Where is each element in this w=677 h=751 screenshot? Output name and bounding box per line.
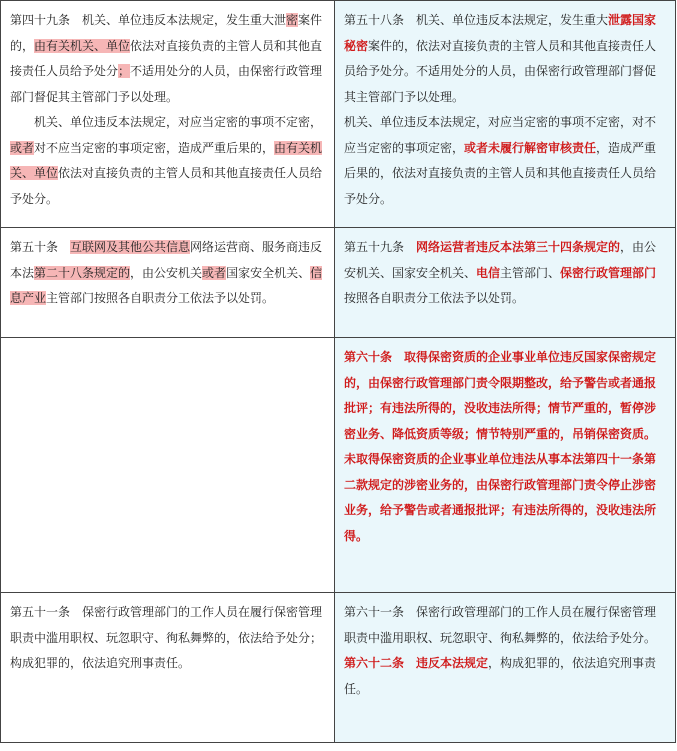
added-text: 或者未履行解密审核责任 [464, 140, 597, 155]
new-article-58-cell [335, 1, 676, 228]
added-text: 保密行政管理部门 [560, 265, 657, 280]
old-article-51-paragraph: 第五十一条 保密行政管理部门的工作人员在履行保密管理职责中滥用职权、玩忽职守、徇私舞弊的，依法给予处分；构成犯罪的，依法追究刑事责任。 [10, 605, 323, 670]
table-row [1, 1, 676, 228]
deleted-text: 互联网及其他公共信息 [70, 240, 191, 254]
old-article-49-cell [1, 1, 335, 228]
new-article-61-paragraph: 第六十一条 保密行政管理部门的工作人员在履行保密管理职责中滥用职权、玩忽职守、徇私舞弊的，依法给予处分。 [344, 605, 657, 645]
old-article-50-cell [1, 228, 335, 338]
new-article-60-paragraph-2: 未取得保密资质的企业事业单位违法从事本法第四十一条第二款规定的涉密业务的，由保密行政管理部门责令停止涉密业务，给予警告或者通报批评；有违法所得的，没收违法所得。 [344, 452, 657, 543]
deleted-text: 由有关机关、单位 [34, 38, 131, 53]
new-article-59-paragraph: 第五十九条 网络运营者违反本法第三十四条规定的，由公安机关、国家安全机关、电信主管部门、保密行政管理部门按照各自职责分工依法予以处罚。 [344, 240, 657, 305]
deleted-text: 由有关机关、单位 [10, 140, 323, 180]
deleted-text: 第二十八条规定的 [34, 265, 131, 280]
table-row [1, 338, 676, 593]
table-row [1, 593, 676, 743]
new-article-59-cell [335, 228, 676, 338]
old-article-50-paragraph: 第五十条 互联网及其他公共信息网络运营商、服务商违反本法第二十八条规定的，由公安机关或者国家安全机关、信息产业主管部门按照各自职责分工依法予以处罚。 [10, 240, 323, 305]
added-text: 网络运营者违反本法第三十四条规定的 [416, 240, 621, 254]
old-article-51-cell [1, 593, 335, 743]
old-article-49-paragraph-2: 机关、单位违反本法规定，对应当定密的事项不定密，或者对不应当定密的事项定密，造成严重后果的，由有关机关、单位依法对直接负责的主管人员和其他直接责任人员给予处分。 [10, 115, 323, 206]
added-text: 电信 [476, 265, 501, 280]
new-article-58-paragraph-1: 第五十八条 机关、单位违反本法规定，发生重大泄露国家秘密案件的，依法对直接负责的主管人员和其他直接责任人员给予处分。不适用处分的人员，由保密行政管理部门督促其主管部门予以处理。 [344, 13, 657, 104]
new-article-60-paragraph-1: 第六十条 取得保密资质的企业事业单位违反国家保密规定的，由保密行政管理部门责令限期整改，给予警告或者通报批评；有违法所得的，没收违法所得；情节严重的，暂停涉密业务、降低资质等级；情节特别严重的，吊销保密资质。 [344, 350, 657, 441]
empty-old-cell [1, 338, 335, 593]
old-article-49-paragraph-1: 第四十九条 机关、单位违反本法规定，发生重大泄密案件的，由有关机关、单位依法对直接负责的主管人员和其他直接责任人员给予处分；不适用处分的人员，由保密行政管理部门督促其主管部门予以处理。 [10, 13, 323, 104]
deleted-text: 或者 [10, 140, 35, 155]
deleted-text: 密 [286, 13, 299, 27]
added-text: 第六十二条 违反本法规定 [344, 656, 489, 670]
new-article-58-paragraph-2: 机关、单位违反本法规定，对应当定密的事项不定密，对不应当定密的事项定密，或者未履行解密审核责任，造成严重后果的，依法对直接负责的主管人员和其他直接责任人员给予处分。 [344, 115, 657, 206]
added-text: 泄露国家秘密 [344, 13, 657, 53]
deleted-text: 信息产业 [10, 265, 323, 305]
new-article-60-cell [335, 338, 676, 593]
table-row [1, 228, 676, 338]
new-article-62-paragraph: 第六十二条 违反本法规定，构成犯罪的，依法追究刑事责任。 [344, 656, 657, 696]
deleted-text: ； [118, 64, 131, 78]
deleted-text: 或者 [202, 265, 227, 280]
new-article-61-62-cell [335, 593, 676, 743]
